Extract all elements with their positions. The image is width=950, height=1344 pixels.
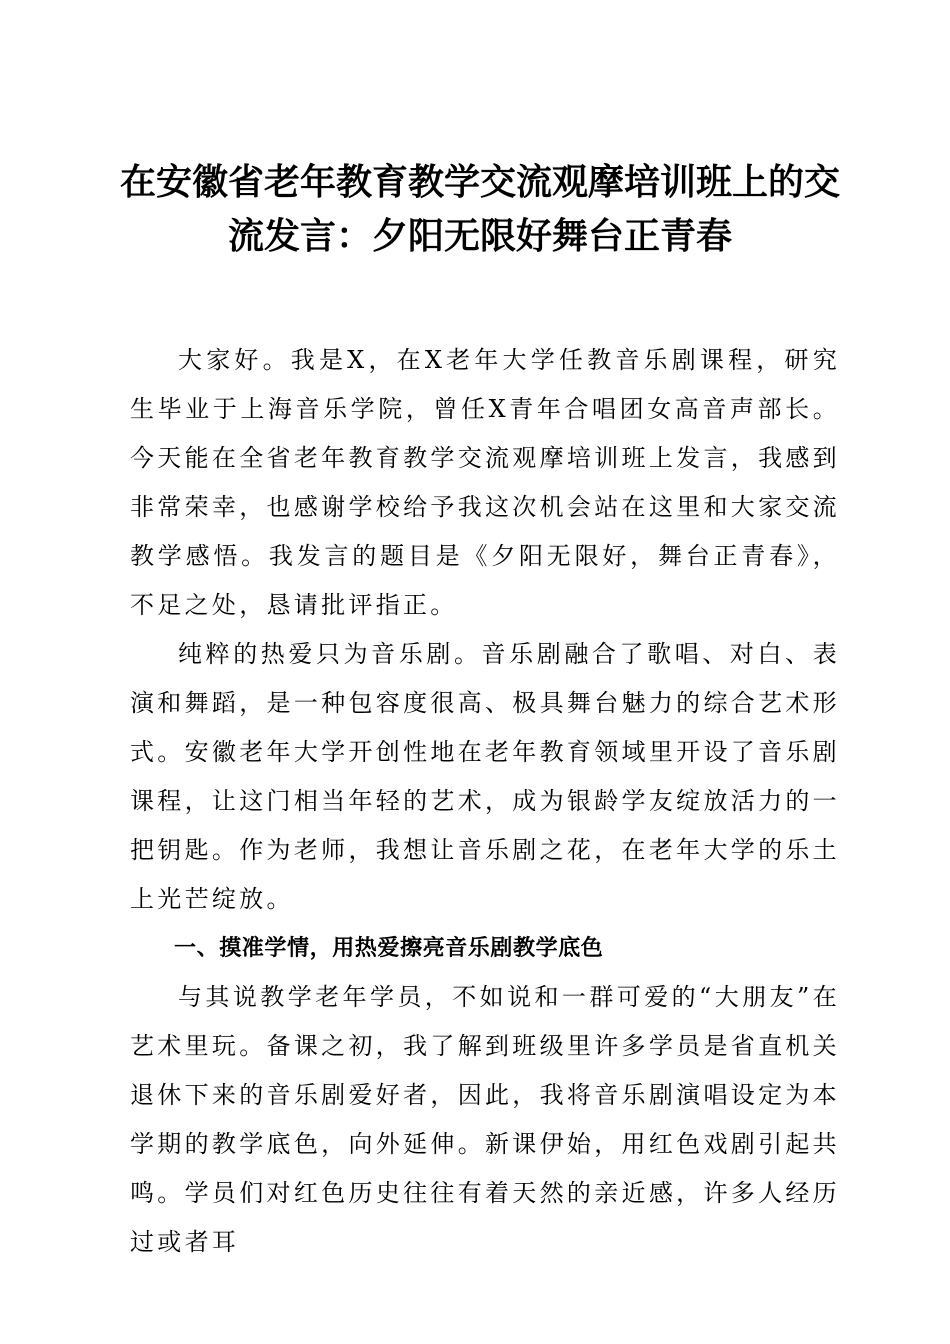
title-line-1: 在安徽省老年教育教学交流观摩培训班上的交 [120,161,841,203]
document-title [120,155,840,263]
title-line-2: 流发言：夕阳无限好舞台正青春 [227,215,732,257]
section-heading: 一、摸准学情，用热爱擦亮音乐剧教学底色 [174,936,604,961]
paragraph-section-1: 与其说教学老年学员，不如说和一群可爱的“大朋友”在艺术里玩。备课之初，我了解到班级里许多学员是省直机关退休下来的音乐剧爱好者，因此，我将音乐剧演唱设定为本学期的教学底色，向外延伸。新课伊始，用红色戏剧引起共鸣。学员们对红色历史往往有着天然的亲近感，许多人经历过或者耳 [130,983,840,1256]
paragraph-passion: 纯粹的热爱只为音乐剧。音乐剧融合了歌唱、对白、表演和舞蹈，是一种包容度很高、极具舞台魅力的综合艺术形式。安徽老年大学开创性地在老年教育领域里开设了音乐剧课程，让这门相当年轻的艺术，成为银龄学友绽放活力的一把钥匙。作为老师，我想让音乐剧之花，在老年大学的乐土上光芒绽放。 [130,640,840,913]
paragraph-intro: 大家好。我是X，在X老年大学任教音乐剧课程，研究生毕业于上海音乐学院，曾任X青年合唱团女高音声部长。今天能在全省老年教育教学交流观摩培训班上发言，我感到非常荣幸，也感谢学校给予我这次机会站在这里和大家交流教学感悟。我发言的题目是《夕阳无限好，舞台正青春》，不足之处，恳请批评指正。 [130,346,840,619]
document-body [130,336,840,1267]
